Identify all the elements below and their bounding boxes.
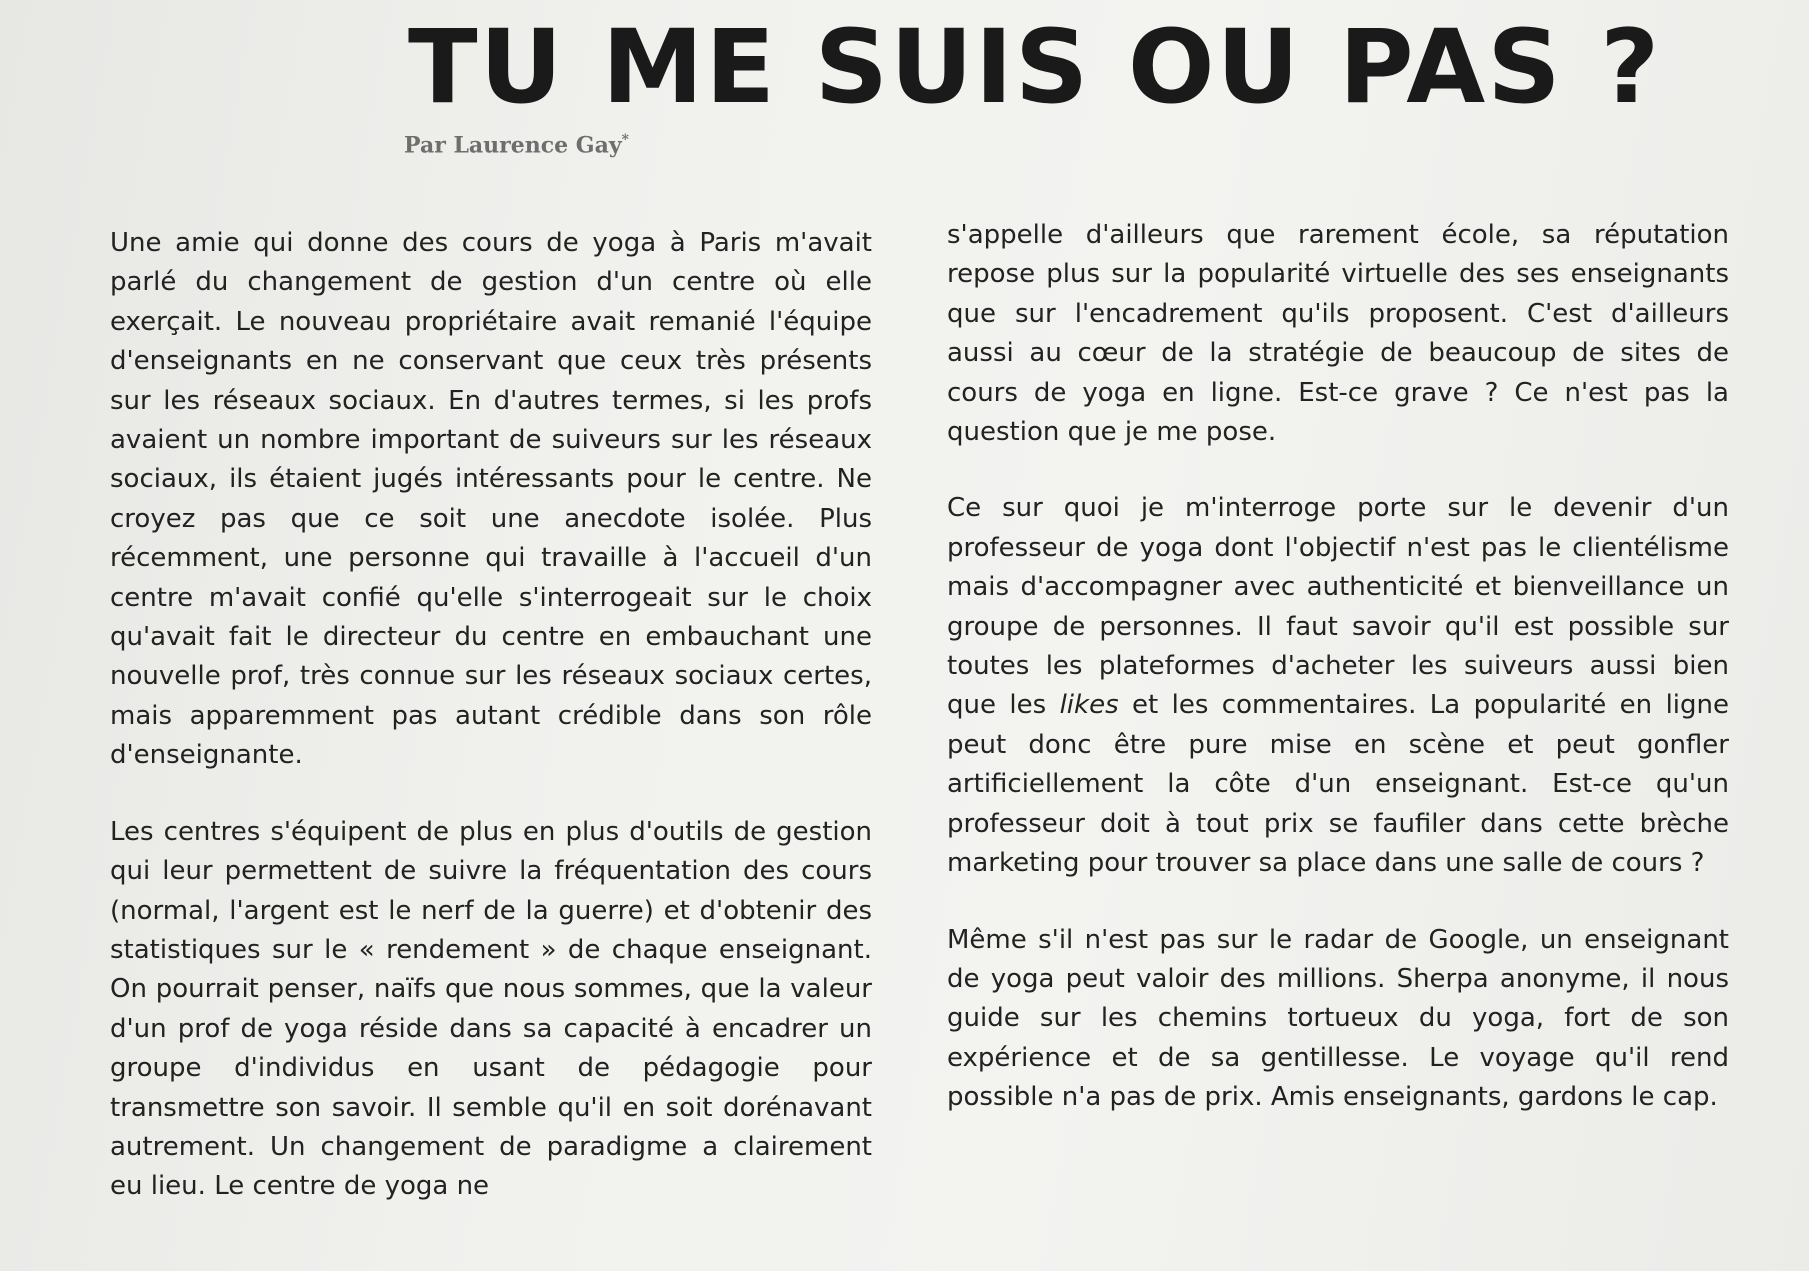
left-paragraph-1: Une amie qui donne des cours de yoga à Paris m'avait parlé du changement de gestion d'un centre où elle exerçait. Le nouveau propriétaire avait remanié l'équipe d'enseignants en ne conservant que ceux très présents sur les réseaux sociaux. En d'autres termes, si les profs avaient un nombre important de suiveurs sur les réseaux sociaux, ils étaient jugés intéressants pour le centre. Ne croyez pas que ce soit une anecdote isolée. Plus récemment, une personne qui travaille à l'accueil d'un centre m'avait confié qu'elle s'interrogeait sur le choix qu'avait fait le directeur du centre en embauchant une nouvelle prof, très connue sur les réseaux sociaux certes, mais apparemment pas autant crédible dans son rôle d'enseignante.	[110, 228, 872, 771]
left-column	[110, 224, 872, 1207]
right-paragraph-2	[947, 489, 1729, 883]
right-paragraph-1: s'appelle d'ailleurs que rarement école, sa réputation repose plus sur la popularité virtuelle des ses enseignants que sur l'encadrement qu'ils proposent. C'est d'ailleurs aussi au cœur de la stratégie de beaucoup de sites de cours de yoga en ligne. Est-ce grave ? Ce n'est pas la question que je me pose.	[947, 220, 1729, 448]
left-paragraph-2: Les centres s'équipent de plus en plus d'outils de gestion qui leur permettent de suivre la fréquentation des cours (normal, l'argent est le nerf de la guerre) et d'obtenir des statistiques sur le « rendement » de chaque enseignant. On pourrait penser, naïfs que nous sommes, que la valeur d'un prof de yoga réside dans sa capacité à encadrer un groupe d'individus en usant de pédagogie pour transmettre son savoir. Il semble qu'il en soit dorénavant autrement. Un changement de paradigme a clairement eu lieu. Le centre de yoga ne	[110, 816, 872, 1202]
article-byline	[404, 132, 629, 158]
byline-author: Par Laurence Gay	[404, 132, 622, 159]
article-title: TU ME SUIS OU PAS ?	[408, 8, 1662, 127]
right-paragraph-3: Même s'il n'est pas sur le radar de Google, un enseignant de yoga peut valoir des millions. Sherpa anonyme, il nous guide sur les chemins tortueux du yoga, fort de son expérience et de sa gentillesse. Le voyage qu'il rend possible n'a pas de prix. Amis enseignants, gardons le cap.	[947, 924, 1729, 1113]
right-column	[947, 216, 1729, 1118]
likes-italic-word: likes	[1059, 690, 1119, 721]
byline-footnote-mark: *	[621, 132, 629, 148]
right-paragraph-2-start: Ce sur quoi je m'interroge porte sur le devenir d'un professeur de yoga dont l'objectif n'est pas le clientélisme mais d'accompagner avec authenticité et bienveillance un groupe de personnes. Il faut savoir qu'il est possible sur toutes les plateformes d'acheter les suiveurs aussi bien que les	[947, 493, 1729, 721]
right-paragraph-2-end: et les commentaires. La popularité en ligne peut donc être pure mise en scène et peut gonfler artificiellement la côte d'un enseignant. Est-ce qu'un professeur doit à tout prix se faufiler dans cette brèche marketing pour trouver sa place dans une salle de cours ?	[947, 690, 1729, 879]
